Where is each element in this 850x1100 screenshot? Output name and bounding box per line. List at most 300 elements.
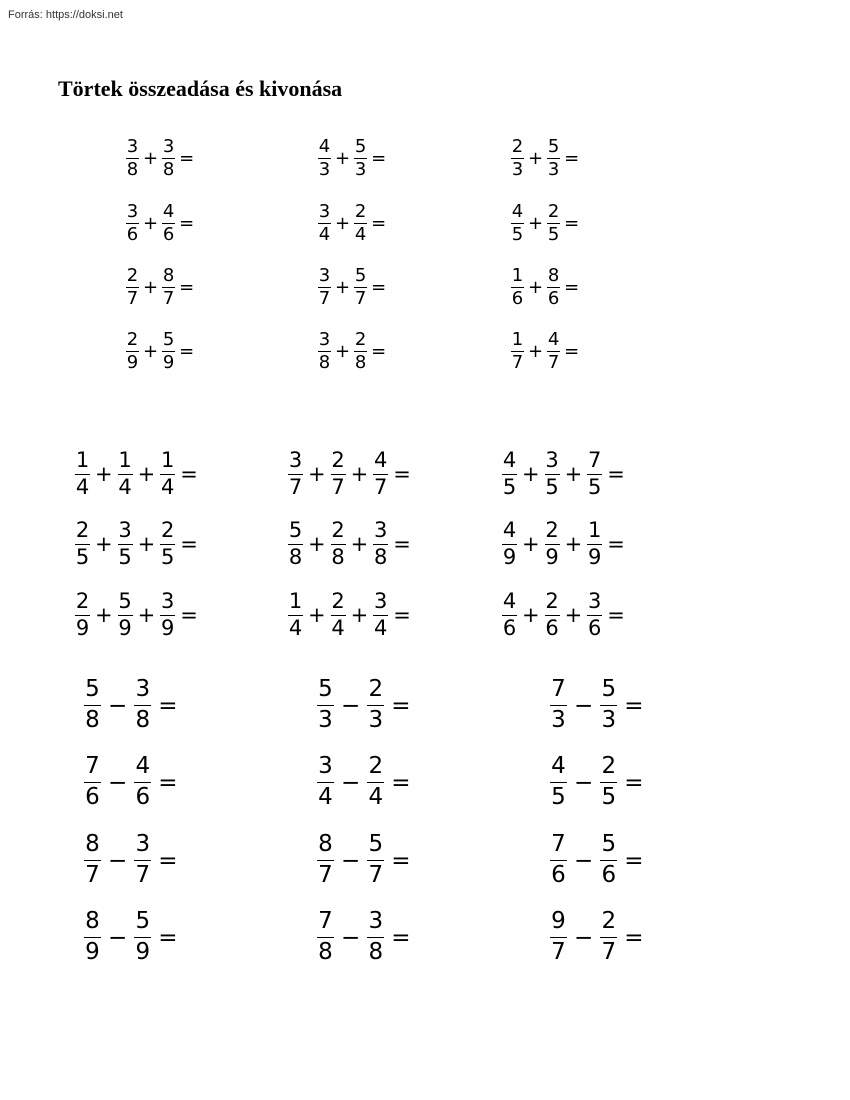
equals-sign: = bbox=[180, 532, 198, 557]
fraction bbox=[511, 202, 524, 246]
fraction bbox=[600, 832, 617, 889]
numerator: 4 bbox=[547, 329, 560, 350]
fraction-bar bbox=[134, 860, 151, 862]
plus-sign: + bbox=[528, 277, 544, 299]
equals-sign: = bbox=[179, 148, 195, 170]
fraction-bar bbox=[134, 705, 151, 707]
equals-sign: = bbox=[371, 148, 387, 170]
denominator: 8 bbox=[331, 545, 345, 570]
plus-sign: + bbox=[137, 532, 156, 557]
fraction-exercise bbox=[84, 754, 185, 811]
numerator: 8 bbox=[85, 831, 100, 857]
denominator: 7 bbox=[135, 862, 151, 889]
equals-sign: = bbox=[624, 692, 644, 719]
denominator: 3 bbox=[511, 159, 524, 181]
denominator: 7 bbox=[162, 288, 175, 310]
plus-sign: + bbox=[335, 148, 351, 170]
numerator: 5 bbox=[288, 518, 303, 542]
fraction bbox=[318, 202, 331, 246]
fraction-exercise bbox=[550, 832, 651, 889]
fraction-bar bbox=[600, 705, 617, 707]
fraction-exercise bbox=[511, 137, 583, 181]
fraction bbox=[502, 590, 517, 641]
fraction bbox=[587, 590, 602, 641]
denominator: 8 bbox=[368, 939, 384, 966]
equals-sign: = bbox=[180, 603, 198, 628]
fraction bbox=[134, 832, 151, 889]
fraction bbox=[354, 330, 367, 374]
denominator: 3 bbox=[551, 707, 566, 734]
fraction bbox=[545, 590, 560, 641]
denominator: 5 bbox=[511, 224, 524, 246]
plus-sign: + bbox=[564, 603, 583, 628]
fraction bbox=[587, 519, 602, 570]
denominator: 5 bbox=[551, 784, 566, 811]
denominator: 9 bbox=[502, 545, 517, 570]
denominator: 9 bbox=[118, 616, 132, 641]
numerator: 4 bbox=[502, 518, 517, 542]
numerator: 3 bbox=[374, 589, 388, 613]
denominator: 8 bbox=[85, 707, 100, 734]
denominator: 7 bbox=[354, 288, 367, 310]
equals-sign: = bbox=[624, 847, 644, 874]
fraction-exercise bbox=[84, 832, 185, 889]
equals-sign: = bbox=[158, 692, 178, 719]
fraction-bar bbox=[367, 860, 384, 862]
denominator: 9 bbox=[85, 939, 100, 966]
denominator: 5 bbox=[502, 475, 517, 500]
numerator: 1 bbox=[511, 265, 524, 286]
fraction bbox=[160, 449, 175, 500]
fraction-bar bbox=[84, 782, 101, 784]
equals-sign: = bbox=[391, 692, 411, 719]
denominator: 3 bbox=[318, 159, 331, 181]
numerator: 1 bbox=[118, 448, 132, 472]
numerator: 2 bbox=[161, 518, 175, 542]
denominator: 5 bbox=[601, 784, 617, 811]
numerator: 3 bbox=[318, 753, 333, 779]
denominator: 9 bbox=[161, 616, 175, 641]
denominator: 6 bbox=[588, 616, 602, 641]
denominator: 6 bbox=[162, 224, 175, 246]
fraction-exercise bbox=[502, 449, 630, 500]
numerator: 3 bbox=[545, 448, 559, 472]
plus-sign: + bbox=[137, 462, 156, 487]
equals-sign: = bbox=[393, 532, 411, 557]
equals-sign: = bbox=[158, 847, 178, 874]
fraction bbox=[84, 754, 101, 811]
fraction bbox=[502, 449, 517, 500]
numerator: 4 bbox=[502, 448, 517, 472]
plus-sign: + bbox=[335, 341, 351, 363]
numerator: 5 bbox=[318, 676, 333, 702]
denominator: 8 bbox=[374, 545, 388, 570]
fraction-exercise bbox=[126, 137, 198, 181]
numerator: 5 bbox=[162, 329, 175, 350]
fraction bbox=[354, 202, 367, 246]
fraction bbox=[331, 590, 346, 641]
numerator: 3 bbox=[368, 908, 384, 934]
fraction-exercise bbox=[511, 330, 583, 374]
fraction-bar bbox=[84, 705, 101, 707]
denominator: 4 bbox=[374, 616, 388, 641]
fraction bbox=[126, 330, 139, 374]
fraction-bar bbox=[317, 937, 334, 939]
fraction bbox=[162, 266, 175, 310]
fraction-exercise bbox=[502, 519, 630, 570]
denominator: 8 bbox=[318, 352, 331, 374]
fraction bbox=[502, 519, 517, 570]
plus-sign: + bbox=[522, 603, 540, 628]
fraction bbox=[84, 909, 101, 966]
denominator: 9 bbox=[588, 545, 602, 570]
minus-sign: − bbox=[574, 847, 594, 874]
equals-sign: = bbox=[607, 462, 625, 487]
numerator: 2 bbox=[331, 448, 345, 472]
plus-sign: + bbox=[308, 532, 326, 557]
denominator: 3 bbox=[354, 159, 367, 181]
equals-sign: = bbox=[564, 213, 580, 235]
fraction bbox=[162, 137, 175, 181]
fraction bbox=[367, 832, 384, 889]
denominator: 3 bbox=[601, 707, 617, 734]
denominator: 3 bbox=[547, 159, 560, 181]
fraction-exercise bbox=[550, 754, 651, 811]
fraction-bar bbox=[317, 705, 334, 707]
plus-sign: + bbox=[564, 462, 583, 487]
fraction bbox=[84, 832, 101, 889]
equals-sign: = bbox=[564, 148, 580, 170]
fraction-exercise bbox=[318, 137, 390, 181]
fraction bbox=[118, 590, 133, 641]
fraction-bar bbox=[367, 782, 384, 784]
numerator: 2 bbox=[601, 753, 617, 779]
fraction bbox=[317, 677, 334, 734]
fraction bbox=[331, 449, 346, 500]
plus-sign: + bbox=[137, 603, 156, 628]
equals-sign: = bbox=[564, 277, 580, 299]
equals-sign: = bbox=[158, 924, 178, 951]
fraction bbox=[160, 519, 175, 570]
denominator: 4 bbox=[318, 784, 333, 811]
fraction bbox=[547, 137, 560, 181]
fraction bbox=[550, 909, 567, 966]
numerator: 3 bbox=[318, 329, 331, 350]
denominator: 3 bbox=[368, 707, 384, 734]
fraction bbox=[134, 677, 151, 734]
source-label: Forrás: https://doksi.net bbox=[8, 9, 123, 21]
minus-sign: − bbox=[108, 692, 128, 719]
fraction bbox=[318, 137, 331, 181]
numerator: 4 bbox=[318, 136, 331, 157]
denominator: 6 bbox=[545, 616, 559, 641]
plus-sign: + bbox=[350, 532, 369, 557]
fraction-bar bbox=[550, 782, 567, 784]
numerator: 4 bbox=[374, 448, 388, 472]
fraction bbox=[367, 909, 384, 966]
numerator: 8 bbox=[318, 831, 333, 857]
fraction bbox=[134, 909, 151, 966]
equals-sign: = bbox=[391, 847, 411, 874]
numerator: 5 bbox=[135, 908, 151, 934]
fraction bbox=[600, 754, 617, 811]
numerator: 2 bbox=[545, 589, 559, 613]
fraction-exercise bbox=[318, 202, 390, 246]
denominator: 7 bbox=[126, 288, 139, 310]
denominator: 5 bbox=[588, 475, 602, 500]
equals-sign: = bbox=[607, 603, 625, 628]
fraction-bar bbox=[600, 860, 617, 862]
fraction-exercise bbox=[288, 519, 416, 570]
denominator: 7 bbox=[511, 352, 524, 374]
denominator: 7 bbox=[551, 939, 566, 966]
minus-sign: − bbox=[341, 692, 361, 719]
plus-sign: + bbox=[350, 462, 369, 487]
fraction bbox=[354, 266, 367, 310]
numerator: 4 bbox=[511, 201, 524, 222]
numerator: 5 bbox=[354, 265, 367, 286]
denominator: 5 bbox=[545, 475, 559, 500]
minus-sign: − bbox=[108, 847, 128, 874]
fraction bbox=[126, 266, 139, 310]
denominator: 5 bbox=[118, 545, 132, 570]
numerator: 3 bbox=[161, 589, 175, 613]
numerator: 7 bbox=[551, 676, 566, 702]
fraction-bar bbox=[84, 937, 101, 939]
plus-sign: + bbox=[308, 603, 326, 628]
fraction bbox=[288, 449, 303, 500]
equals-sign: = bbox=[158, 769, 178, 796]
numerator: 3 bbox=[126, 201, 139, 222]
fraction bbox=[288, 590, 303, 641]
fraction bbox=[547, 202, 560, 246]
denominator: 9 bbox=[162, 352, 175, 374]
numerator: 4 bbox=[135, 753, 151, 779]
plus-sign: + bbox=[522, 462, 540, 487]
fraction-exercise bbox=[502, 590, 630, 641]
numerator: 3 bbox=[126, 136, 139, 157]
plus-sign: + bbox=[335, 213, 351, 235]
denominator: 8 bbox=[318, 939, 333, 966]
denominator: 7 bbox=[331, 475, 345, 500]
fraction-exercise bbox=[84, 677, 185, 734]
fraction bbox=[550, 677, 567, 734]
fraction bbox=[84, 677, 101, 734]
denominator: 7 bbox=[288, 475, 303, 500]
equals-sign: = bbox=[564, 341, 580, 363]
denominator: 4 bbox=[118, 475, 132, 500]
fraction-bar bbox=[317, 782, 334, 784]
fraction bbox=[545, 519, 560, 570]
denominator: 5 bbox=[161, 545, 175, 570]
numerator: 1 bbox=[511, 329, 524, 350]
numerator: 1 bbox=[288, 589, 303, 613]
fraction bbox=[118, 449, 133, 500]
denominator: 6 bbox=[85, 784, 100, 811]
numerator: 2 bbox=[354, 201, 367, 222]
minus-sign: − bbox=[574, 924, 594, 951]
fraction bbox=[587, 449, 602, 500]
denominator: 4 bbox=[75, 475, 90, 500]
denominator: 6 bbox=[547, 288, 560, 310]
denominator: 6 bbox=[126, 224, 139, 246]
numerator: 2 bbox=[126, 265, 139, 286]
fraction bbox=[547, 330, 560, 374]
numerator: 5 bbox=[601, 676, 617, 702]
numerator: 7 bbox=[588, 448, 602, 472]
denominator: 4 bbox=[331, 616, 345, 641]
numerator: 3 bbox=[588, 589, 602, 613]
numerator: 8 bbox=[547, 265, 560, 286]
denominator: 8 bbox=[135, 707, 151, 734]
fraction bbox=[511, 137, 524, 181]
denominator: 5 bbox=[75, 545, 90, 570]
fraction bbox=[134, 754, 151, 811]
numerator: 2 bbox=[354, 329, 367, 350]
denominator: 4 bbox=[368, 784, 384, 811]
denominator: 7 bbox=[85, 862, 100, 889]
fraction bbox=[75, 519, 90, 570]
denominator: 5 bbox=[547, 224, 560, 246]
fraction-exercise bbox=[318, 266, 390, 310]
equals-sign: = bbox=[179, 277, 195, 299]
equals-sign: = bbox=[607, 532, 625, 557]
minus-sign: − bbox=[341, 924, 361, 951]
fraction-bar bbox=[550, 860, 567, 862]
equals-sign: = bbox=[179, 213, 195, 235]
numerator: 2 bbox=[368, 753, 384, 779]
fraction-exercise bbox=[511, 202, 583, 246]
denominator: 4 bbox=[288, 616, 303, 641]
plus-sign: + bbox=[95, 532, 113, 557]
fraction bbox=[511, 330, 524, 374]
equals-sign: = bbox=[179, 341, 195, 363]
plus-sign: + bbox=[522, 532, 540, 557]
fraction bbox=[550, 832, 567, 889]
numerator: 5 bbox=[601, 831, 617, 857]
fraction-bar bbox=[550, 937, 567, 939]
fraction bbox=[288, 519, 303, 570]
denominator: 4 bbox=[318, 224, 331, 246]
equals-sign: = bbox=[391, 769, 411, 796]
fraction bbox=[318, 266, 331, 310]
denominator: 8 bbox=[354, 352, 367, 374]
fraction bbox=[550, 754, 567, 811]
plus-sign: + bbox=[143, 277, 159, 299]
fraction bbox=[126, 202, 139, 246]
plus-sign: + bbox=[95, 603, 113, 628]
equals-sign: = bbox=[624, 924, 644, 951]
numerator: 3 bbox=[135, 831, 151, 857]
equals-sign: = bbox=[371, 213, 387, 235]
numerator: 5 bbox=[354, 136, 367, 157]
minus-sign: − bbox=[341, 769, 361, 796]
fraction bbox=[317, 909, 334, 966]
fraction-exercise bbox=[550, 677, 651, 734]
plus-sign: + bbox=[308, 462, 326, 487]
denominator: 3 bbox=[318, 707, 333, 734]
fraction-exercise bbox=[317, 754, 418, 811]
numerator: 4 bbox=[162, 201, 175, 222]
equals-sign: = bbox=[371, 341, 387, 363]
fraction bbox=[547, 266, 560, 310]
numerator: 8 bbox=[85, 908, 100, 934]
fraction-exercise bbox=[126, 330, 198, 374]
fraction bbox=[373, 590, 388, 641]
equals-sign: = bbox=[371, 277, 387, 299]
fraction-bar bbox=[134, 937, 151, 939]
denominator: 6 bbox=[502, 616, 517, 641]
denominator: 7 bbox=[318, 862, 333, 889]
denominator: 7 bbox=[318, 288, 331, 310]
plus-sign: + bbox=[528, 341, 544, 363]
page-title: Törtek összeadása és kivonása bbox=[58, 76, 343, 101]
fraction bbox=[600, 909, 617, 966]
numerator: 3 bbox=[135, 676, 151, 702]
plus-sign: + bbox=[143, 213, 159, 235]
fraction-exercise bbox=[126, 202, 198, 246]
fraction bbox=[373, 449, 388, 500]
denominator: 7 bbox=[547, 352, 560, 374]
denominator: 6 bbox=[135, 784, 151, 811]
numerator: 2 bbox=[331, 589, 345, 613]
equals-sign: = bbox=[180, 462, 198, 487]
minus-sign: − bbox=[108, 769, 128, 796]
denominator: 7 bbox=[374, 475, 388, 500]
fraction-exercise bbox=[317, 677, 418, 734]
fraction-bar bbox=[367, 705, 384, 707]
denominator: 9 bbox=[135, 939, 151, 966]
minus-sign: − bbox=[108, 924, 128, 951]
plus-sign: + bbox=[143, 148, 159, 170]
numerator: 7 bbox=[551, 831, 566, 857]
numerator: 3 bbox=[318, 265, 331, 286]
numerator: 4 bbox=[551, 753, 566, 779]
fraction-bar bbox=[317, 860, 334, 862]
plus-sign: + bbox=[143, 341, 159, 363]
denominator: 9 bbox=[545, 545, 559, 570]
fraction-exercise bbox=[511, 266, 583, 310]
numerator: 8 bbox=[162, 265, 175, 286]
minus-sign: − bbox=[574, 692, 594, 719]
fraction-bar bbox=[550, 705, 567, 707]
plus-sign: + bbox=[335, 277, 351, 299]
numerator: 3 bbox=[288, 448, 303, 472]
denominator: 8 bbox=[288, 545, 303, 570]
fraction-exercise bbox=[288, 590, 416, 641]
plus-sign: + bbox=[95, 462, 113, 487]
numerator: 3 bbox=[318, 201, 331, 222]
fraction-exercise bbox=[550, 909, 651, 966]
denominator: 6 bbox=[511, 288, 524, 310]
numerator: 5 bbox=[547, 136, 560, 157]
equals-sign: = bbox=[624, 769, 644, 796]
numerator: 2 bbox=[75, 589, 90, 613]
equals-sign: = bbox=[391, 924, 411, 951]
fraction bbox=[331, 519, 346, 570]
fraction bbox=[354, 137, 367, 181]
fraction bbox=[545, 449, 560, 500]
denominator: 9 bbox=[126, 352, 139, 374]
numerator: 3 bbox=[374, 518, 388, 542]
fraction-exercise bbox=[126, 266, 198, 310]
fraction bbox=[75, 449, 90, 500]
equals-sign: = bbox=[393, 603, 411, 628]
fraction bbox=[75, 590, 90, 641]
fraction bbox=[511, 266, 524, 310]
numerator: 9 bbox=[551, 908, 566, 934]
denominator: 9 bbox=[75, 616, 90, 641]
